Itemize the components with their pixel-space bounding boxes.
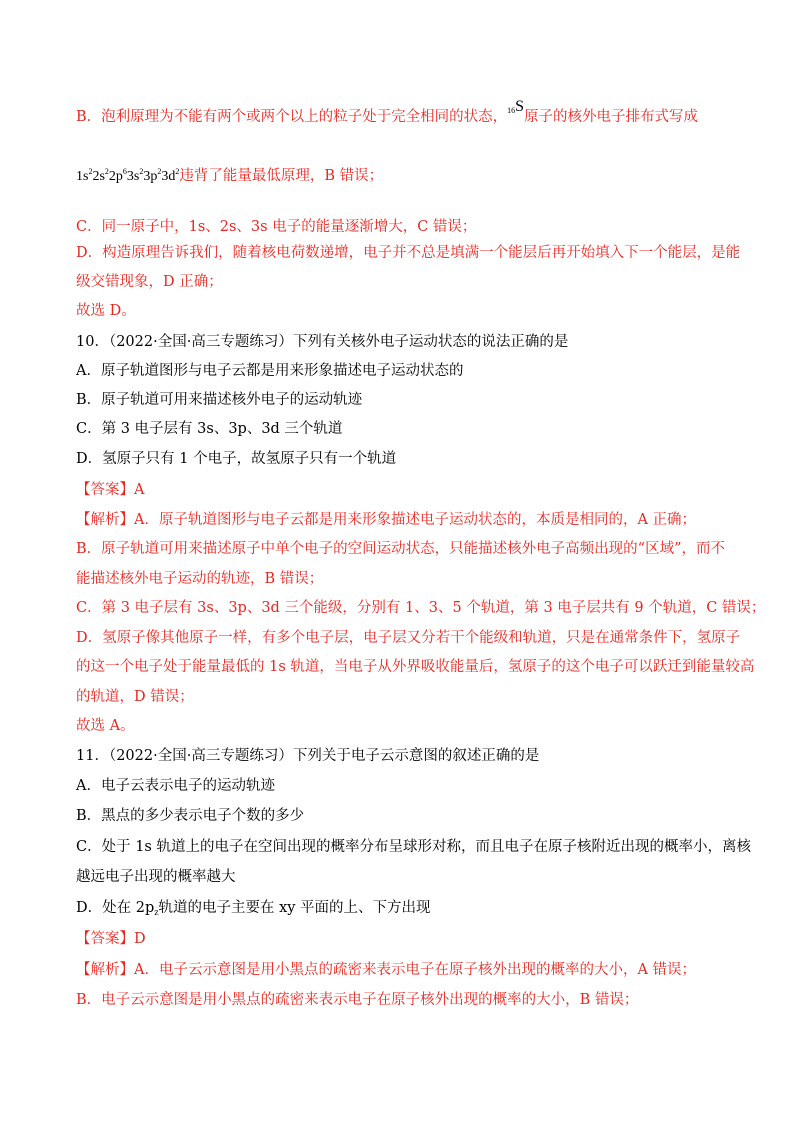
q10-analysis-7: 的轨道，D 错误； — [76, 689, 194, 705]
config-term-sup-0: 2 — [88, 167, 93, 176]
electron-config-formula — [76, 169, 179, 184]
config-term-sup-2: 6 — [122, 167, 127, 176]
config-term-2: 2p — [108, 169, 123, 184]
q11-analysis-1: 【解析】A．电子云示意图是用小黑点的疏密来表示电子在原子核外出现的概率的大小，A 错误； — [76, 962, 697, 978]
q11-analysis-2: B．电子云示意图是用小黑点的疏密来表示电子在原子核外出现的概率的大小，B 错误； — [76, 992, 639, 1008]
config-term-3: 3s — [126, 169, 140, 184]
q10-analysis-1: 【解析】A．原子轨道图形与电子云都是用来形象描述电子运动状态的，本质是相同的，A 正确； — [76, 512, 697, 528]
config-term-5: 3d — [161, 169, 176, 184]
config-term-sup-1: 2 — [104, 167, 109, 176]
prev-option-d-line2: 级交错现象，D 正确； — [76, 274, 223, 290]
q11-option-b: B．黑点的多少表示电子个数的多少 — [76, 808, 305, 824]
prev-option-d-line1: D．构造原理告诉我们，随着核电荷数递增，电子并不总是填满一个能层后再开始填入下一个能层，是能 — [76, 245, 741, 261]
q10-option-a: A．原子轨道图形与电子云都是用来形象描述电子运动状态的 — [76, 363, 464, 379]
q11-option-d: D．处在 $2p_z$轨道的电子主要在 xy 平面的上、下方出现 — [76, 900, 431, 917]
q10-option-c: C．第 3 电子层有 3s、3p、3d 三个轨道 — [76, 421, 343, 437]
q10-analysis-6: 的这一个电子处于能量最低的 1s 轨道，当电子从外界吸收能量后，氢原子的这个电子可以跃迁到能量较高 — [76, 659, 755, 675]
config-term-4: 3p — [143, 169, 158, 184]
electron-config-line — [76, 162, 383, 187]
q11-option-c-line1: C．处于 1s 轨道上的电子在空间出现的概率分布呈球形对称，而且电子在原子核附近出现的概率小，离核 — [76, 839, 751, 855]
q11-answer: 【答案】D — [76, 931, 146, 947]
config-term-sup-3: 2 — [139, 167, 144, 176]
q11-option-a: A．电子云表示电子的运动轨迹 — [76, 778, 275, 794]
prev-option-c: C．同一原子中，1s、2s、3s 电子的能量逐渐增大，C 错误； — [76, 219, 477, 235]
electron-config-tail: 违背了能量最低原理，B 错误； — [179, 168, 384, 184]
q10-analysis-4: C．第 3 电子层有 3s、3p、3d 三个能级，分别有 1、3、5 个轨道，第 3 电子层共有 9 个轨道，C 错误； — [76, 600, 766, 616]
q11-option-c-line2: 越远电子出现的概率越大 — [76, 869, 236, 885]
q10-option-d: D．氢原子只有 1 个电子，故氢原子只有一个轨道 — [76, 451, 397, 467]
prev-option-b-line — [76, 98, 699, 129]
config-term-sup-5: 2 — [175, 167, 180, 176]
q10-analysis-2: B．原子轨道可用来描述原子中单个电子的空间运动状态，只能描述核外电子高频出现的“区域”，而不 — [76, 541, 725, 557]
q10-answer: 【答案】A — [76, 482, 145, 498]
config-term-0: 1s — [76, 169, 89, 184]
q10-analysis-5: D．氢原子像其他原子一样，有多个电子层，电子层又分若干个能级和轨道，只是在通常条件下，氢原子 — [76, 630, 741, 646]
q10-analysis-3: 能描述核外电子运动的轨迹，B 错误； — [76, 571, 324, 587]
q10-choice: 故选 A。 — [76, 718, 135, 734]
prev-option-b-text-tail: 原子的核外电子排布式写成 — [524, 109, 699, 125]
q10-stem: 10．（2022·全国·高三专题练习）下列有关核外电子运动状态的说法正确的是 — [76, 334, 569, 350]
config-term-1: 2s — [92, 169, 105, 184]
prev-option-b-text: B．泡利原理为不能有两个或两个以上的粒子处于完全相同的状态， — [76, 109, 508, 125]
q10-option-b: B．原子轨道可用来描述核外电子的运动轨迹 — [76, 392, 363, 408]
config-term-sup-4: 2 — [157, 167, 162, 176]
q11-stem: 11．（2022·全国·高三专题练习）下列关于电子云示意图的叙述正确的是 — [76, 748, 540, 764]
sulfur-symbol: $^{16}$S — [507, 98, 525, 115]
prev-choice: 故选 D。 — [76, 303, 136, 319]
